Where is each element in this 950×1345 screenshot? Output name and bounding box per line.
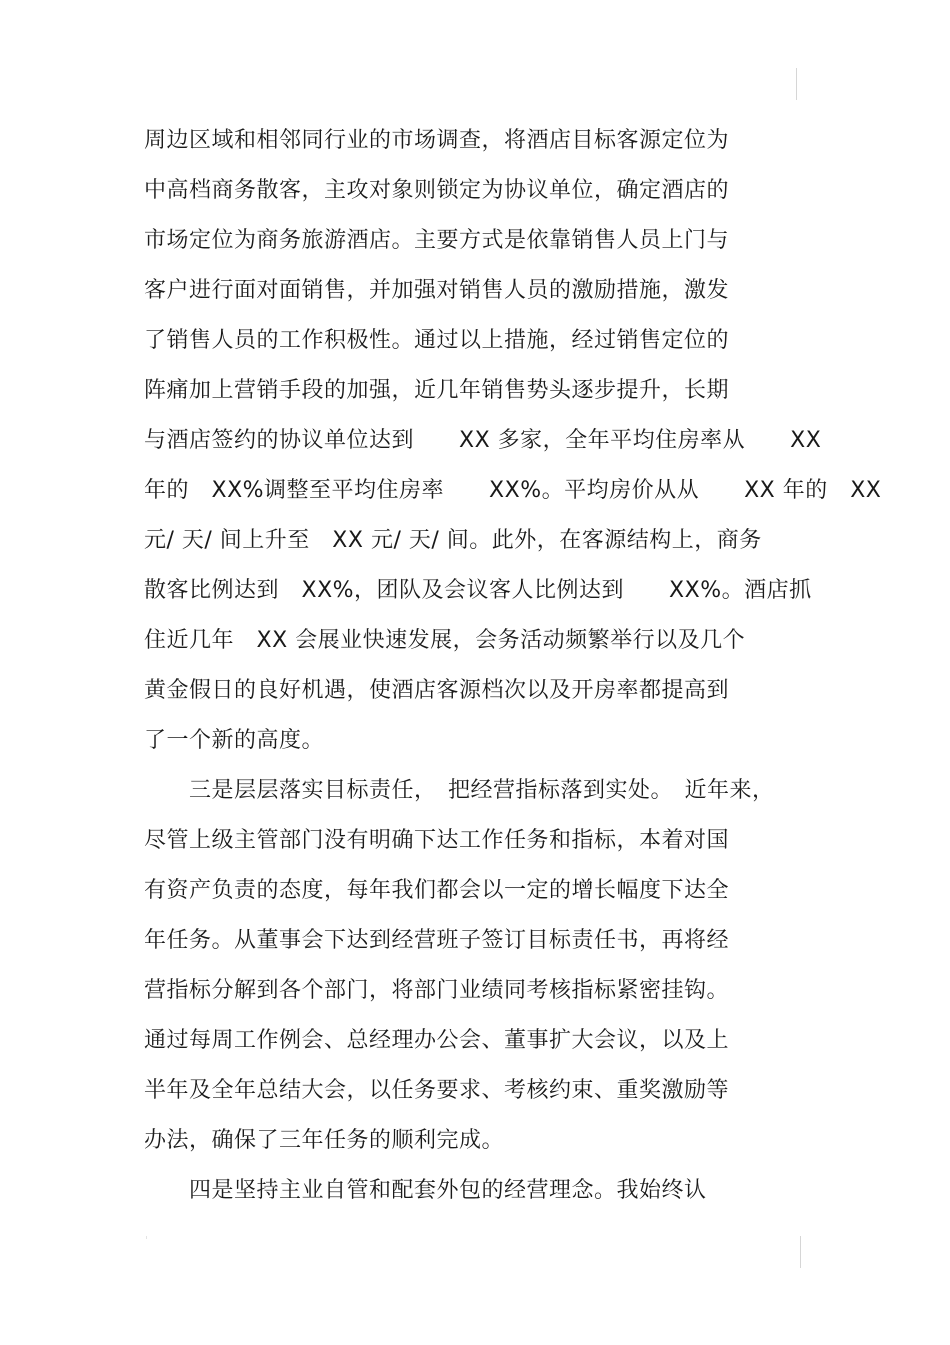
- paragraph-line: 元/ 天/ 间上升至 XX 元/ 天/ 间。此外，在客源结构上，商务: [144, 528, 762, 553]
- paragraph-line: 三是层层落实目标责任， 把经营指标落到实处。 近年来，: [144, 778, 775, 803]
- paragraph-line: 黄金假日的良好机遇，使酒店客源档次以及开房率都提高到: [144, 678, 730, 703]
- paragraph-line: 散客比例达到 XX%，团队及会议客人比例达到 XX%。酒店抓: [144, 578, 812, 603]
- paragraph-line: 市场定位为商务旅游酒店。主要方式是依靠销售人员上门与: [144, 228, 730, 253]
- paragraph-line: 住近几年 XX 会展业快速发展，会务活动频繁举行以及几个: [144, 628, 746, 653]
- paragraph-line: 年任务。从董事会下达到经营班子签订目标责任书，再将经: [144, 928, 730, 953]
- paragraph-line: 通过每周工作例会、总经理办公会、董事扩大会议，以及上: [144, 1028, 730, 1053]
- paragraph-line: 客户进行面对面销售，并加强对销售人员的激励措施，激发: [144, 278, 730, 303]
- paragraph-line: 四是坚持主业自管和配套外包的经营理念。我始终认: [144, 1178, 707, 1203]
- paragraph-line: 与酒店签约的协议单位达到 XX 多家，全年平均住房率从 XX: [144, 428, 822, 453]
- paragraph-line: 阵痛加上营销手段的加强，近几年销售势头逐步提升，长期: [144, 378, 730, 403]
- paragraph-line: 营指标分解到各个部门，将部门业绩同考核指标紧密挂钩。: [144, 978, 730, 1003]
- paragraph-line: 有资产负责的态度，每年我们都会以一定的增长幅度下达全: [144, 878, 730, 903]
- page-corner-mark-bottom: [800, 1236, 801, 1268]
- paragraph-line: 尽管上级主管部门没有明确下达工作任务和指标，本着对国: [144, 828, 730, 853]
- paragraph-line: 了一个新的高度。: [144, 728, 325, 753]
- paragraph-line: 半年及全年总结大会，以任务要求、考核约束、重奖激励等: [144, 1078, 730, 1103]
- page-corner-mark-left: [146, 1236, 147, 1239]
- page-corner-mark-top: [796, 68, 797, 100]
- paragraph-line: 年的 XX%调整至平均住房率 XX%。平均房价从从 XX 年的 XX: [144, 478, 882, 503]
- paragraph-line: 周边区域和相邻同行业的市场调查，将酒店目标客源定位为: [144, 128, 730, 153]
- paragraph-line: 了销售人员的工作积极性。通过以上措施，经过销售定位的: [144, 328, 730, 353]
- paragraph-line: 中高档商务散客，主攻对象则锁定为协议单位，确定酒店的: [144, 178, 730, 203]
- paragraph-line: 办法，确保了三年任务的顺利完成。: [144, 1128, 505, 1153]
